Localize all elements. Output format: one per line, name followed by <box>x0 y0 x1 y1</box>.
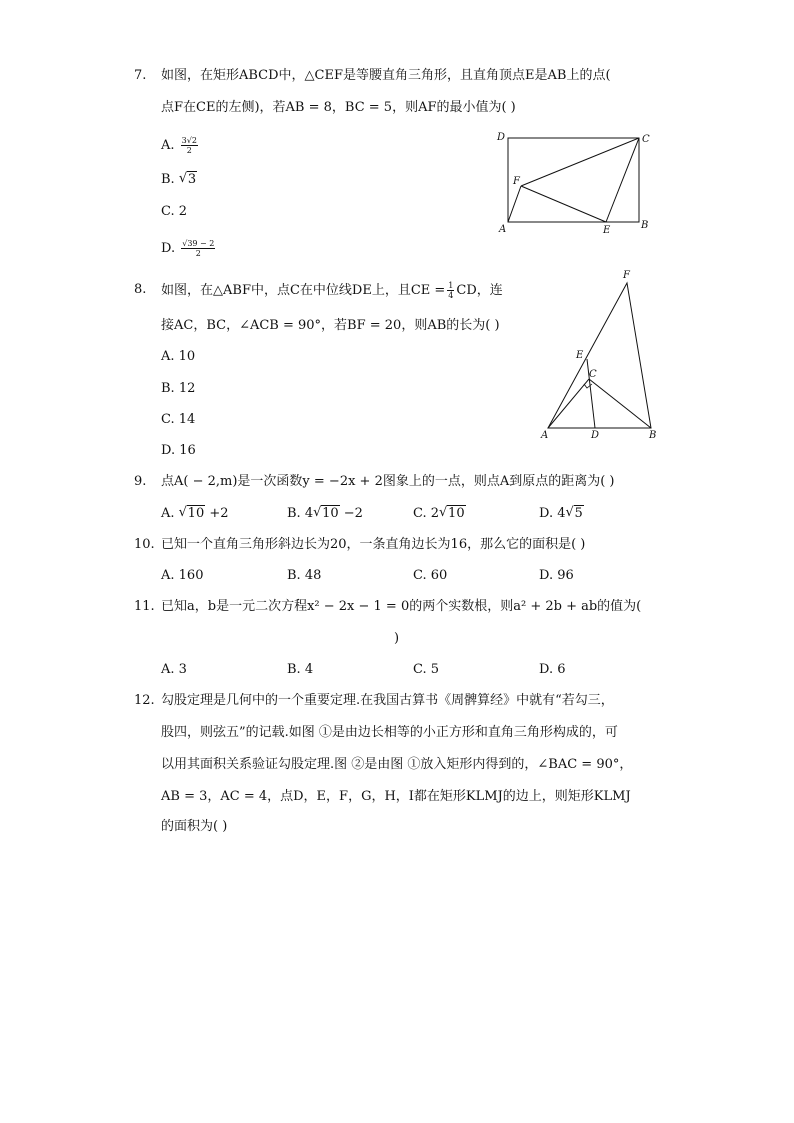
question-7-stem-line-2: 点F在CE的左侧)，若AB = 8，BC = 5，则AF的最小值为( ) <box>161 100 516 115</box>
point-f-label: F <box>513 176 520 187</box>
radicand: 5 <box>574 506 583 521</box>
option-label: C. <box>161 204 175 219</box>
question-8-option-a[interactable]: A. 10 <box>161 349 196 364</box>
coefficient: 2 <box>430 506 440 521</box>
question-8-option-b[interactable]: B. 12 <box>161 381 196 396</box>
radicand: 10 <box>322 506 339 521</box>
question-11-option-c[interactable]: C. 5 <box>413 662 440 677</box>
point-e-label: E <box>603 225 611 236</box>
question-8-stem-part-2: CD，连 <box>456 283 503 298</box>
point-f-label: F <box>623 270 630 281</box>
question-7-option-a[interactable] <box>161 136 200 155</box>
question-9-option-b[interactable] <box>287 505 363 523</box>
question-7-option-c[interactable] <box>161 203 187 221</box>
option-label: B. <box>161 172 175 187</box>
point-a-label: A <box>541 430 549 441</box>
segment-bc <box>589 379 651 428</box>
option-value: 2 <box>178 204 188 219</box>
segment-cf <box>521 138 639 186</box>
option-label: B. <box>287 506 301 521</box>
question-8-figure <box>538 266 663 444</box>
right-angle-mark <box>584 384 592 388</box>
option-label: A. <box>161 506 175 521</box>
fraction-numerator: 3√2 <box>181 136 197 145</box>
fraction-denominator: 4 <box>448 291 454 300</box>
question-8-option-d[interactable]: D. 16 <box>161 443 196 458</box>
option-label: D. <box>539 506 554 521</box>
question-12-stem-line-5: 的面积为( ) <box>161 819 228 834</box>
question-10-option-b[interactable]: B. 48 <box>287 568 322 583</box>
question-11-stem: 已知a，b是一元二次方程x² − 2x − 1 = 0的两个实数根，则a² + 2b + ab的值为( <box>161 599 642 614</box>
question-9-option-c[interactable] <box>413 505 466 523</box>
square-root: √ 10 <box>178 505 205 521</box>
coefficient: 4 <box>557 506 566 521</box>
fraction <box>181 239 215 258</box>
radicand: 10 <box>187 506 205 521</box>
question-10-option-a[interactable]: A. 160 <box>161 568 204 583</box>
point-d-label: D <box>497 132 506 143</box>
radicand: 3 <box>187 172 197 187</box>
question-10-option-d[interactable]: D. 96 <box>539 568 574 583</box>
triangle-abf <box>548 283 651 428</box>
question-7-figure <box>493 128 658 238</box>
question-8-stem-line-2: 接AC，BC，∠ACB = 90°，若BF = 20，则AB的长为( ) <box>161 318 500 333</box>
question-9-stem: 点A( − 2,m)是一次函数y = −2x + 2图象上的一点，则点A到原点的距离为( ) <box>161 474 615 489</box>
question-9-option-a[interactable] <box>161 505 229 523</box>
question-8-stem-line-1 <box>161 281 503 300</box>
question-11-option-d[interactable]: D. 6 <box>539 662 566 677</box>
option-label: D. <box>161 241 176 256</box>
rectangle-abcd <box>508 138 639 222</box>
segment-ac <box>548 379 589 428</box>
segment-ce <box>606 138 639 222</box>
option-label: C. <box>413 506 427 521</box>
question-12-stem-line-1: 勾股定理是几何中的一个重要定理.在我国古算书《周髀算经》中就有“若勾三， <box>161 693 614 708</box>
fraction-denominator: 2 <box>195 249 201 258</box>
question-10-stem: 已知一个直角三角形斜边长为20，一条直角边长为16，那么它的面积是( ) <box>161 537 586 552</box>
question-12-stem-line-3: 以用其面积关系验证勾股定理.图 ②是由图 ①放入矩形内得到的，∠BAC = 90°， <box>161 757 633 772</box>
fraction-numerator: 1 <box>448 281 454 290</box>
segment-af <box>508 186 521 222</box>
question-10-number: 10. <box>134 537 155 552</box>
point-d-label: D <box>591 430 600 441</box>
question-11-number: 11. <box>134 599 155 614</box>
fraction <box>447 281 454 300</box>
question-8-option-c[interactable]: C. 14 <box>161 412 196 427</box>
question-7-option-d[interactable] <box>161 239 217 258</box>
point-c-label: C <box>589 369 597 380</box>
option-label: A. <box>161 138 175 153</box>
fraction-numerator: √39 − 2 <box>182 239 215 248</box>
point-e-label: E <box>576 350 584 361</box>
square-root: √ 10 <box>439 505 465 521</box>
question-7-option-b[interactable] <box>161 171 197 189</box>
question-11-option-a[interactable]: A. 3 <box>161 662 187 677</box>
point-b-label: B <box>649 430 657 441</box>
question-11-option-b[interactable]: B. 4 <box>287 662 314 677</box>
constant-term: +2 <box>205 506 229 521</box>
question-12-number: 12. <box>134 693 155 708</box>
segment-fe <box>521 186 606 222</box>
question-7-stem-line-1: 如图，在矩形ABCD中，△CEF是等腰直角三角形，且直角顶点E是AB上的点( <box>161 68 611 83</box>
question-12-stem-line-2: 股四，则弦五”的记载.如图 ①是由边长相等的小正方形和直角三角形构成的，可 <box>161 725 618 740</box>
question-11-stem-continuation: ) <box>394 631 400 646</box>
square-root: √ 10 <box>313 505 339 521</box>
question-8-number: 8. <box>134 282 147 297</box>
point-a-label: A <box>499 224 507 235</box>
question-9-option-d[interactable] <box>539 505 584 523</box>
coefficient: 4 <box>304 506 314 521</box>
fraction <box>181 136 198 155</box>
question-12-stem-line-4: AB = 3，AC = 4，点D，E，F，G，H，I都在矩形KLMJ的边上，则矩形KLMJ <box>161 789 631 804</box>
fraction-denominator: 2 <box>186 146 192 155</box>
radicand: 10 <box>448 506 465 521</box>
square-root: √ 3 <box>178 171 197 187</box>
point-b-label: B <box>641 220 649 231</box>
question-7-number: 7. <box>134 68 147 83</box>
question-9-number: 9. <box>134 474 147 489</box>
question-8-stem-part-1: 如图，在△ABF中，点C在中位线DE上，且CE = <box>161 283 446 298</box>
square-root: √ 5 <box>565 505 583 521</box>
question-10-option-c[interactable]: C. 60 <box>413 568 448 583</box>
point-c-label: C <box>642 134 650 145</box>
constant-term: −2 <box>339 506 363 521</box>
